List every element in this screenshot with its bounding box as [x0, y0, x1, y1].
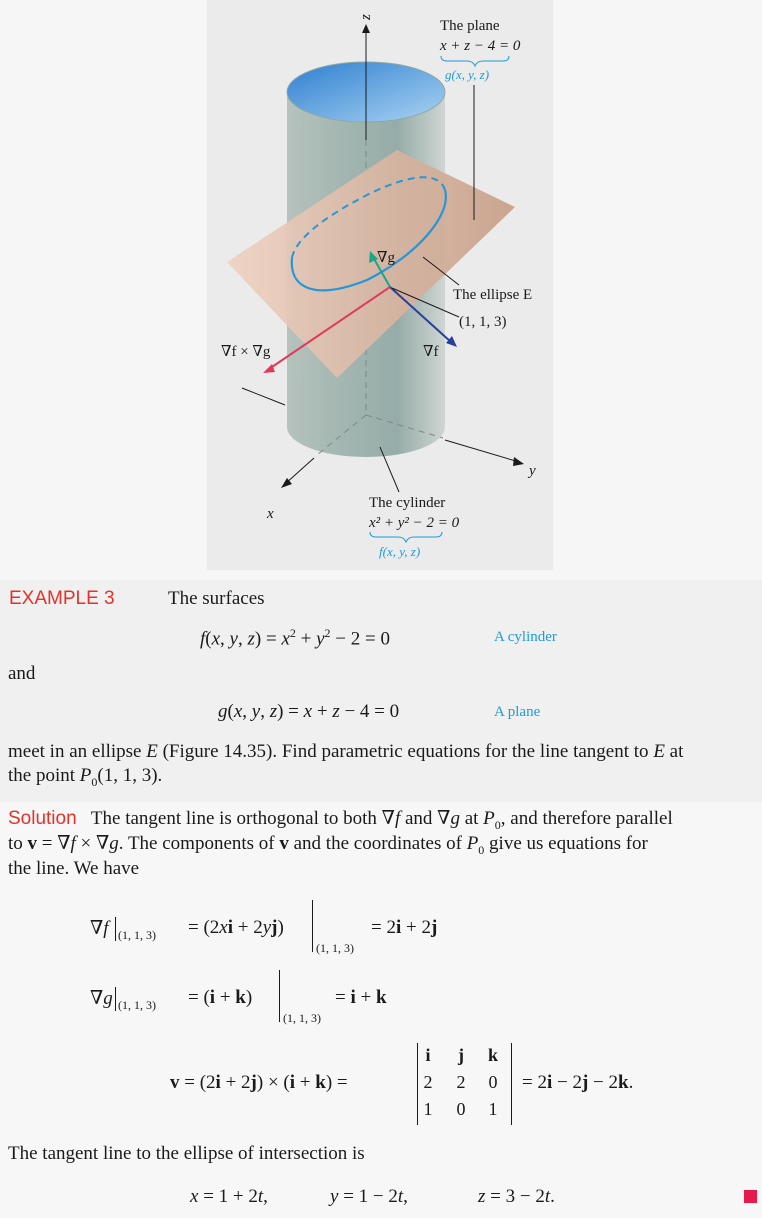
example-line-1: meet in an ellipse E (Figure 14.35). Find parametric equations for the line tangent to E at [8, 741, 684, 762]
ellipse-label: The ellipse E [453, 287, 533, 303]
grad-g-eval-bar-2 [279, 970, 280, 1022]
determinant-cell-0-0: i [425, 1045, 431, 1065]
grad-g-at: (1, 1, 3) [118, 998, 156, 1012]
z-axis-label: z [358, 14, 374, 20]
x-axis [285, 458, 314, 484]
grad-g-eval: (1, 1, 3) [283, 1011, 321, 1025]
grad-f-eval-bar-2 [312, 900, 313, 952]
solution-line-3: the line. We have [8, 858, 140, 879]
determinant-cell-2-1: 0 [456, 1099, 466, 1119]
grad-f-eval-bar-1 [115, 917, 116, 941]
plane-note: A plane [494, 704, 541, 720]
determinant-cell-0-1: j [458, 1045, 464, 1065]
plane-brace [441, 56, 509, 66]
grad-f-mid: = (2xi + 2yj) [188, 917, 284, 938]
determinant-cell-2-2: 1 [488, 1099, 498, 1119]
grad-g-label: ∇g [377, 250, 395, 266]
example-intro: The surfaces [168, 588, 265, 609]
solution-line-1: Solution The tangent line is orthogonal to both ∇f and ∇g at $P_0$, and therefore parallel [8, 808, 673, 832]
equation-cylinder: f(x, y, $z) = x^2 + y^2 - 2 = 0$ [200, 626, 390, 650]
cylinder-equation: x² + y² − 2 = 0 [369, 515, 460, 531]
plane-function: g(x, y, z) [445, 67, 490, 82]
param-y: y = 1 − 2t, [330, 1186, 408, 1207]
cross-product-lhs: v = (2i + 2j) × (i + k) = [170, 1072, 348, 1093]
example-label: EXAMPLE 3 [9, 588, 115, 609]
point-label: (1, 1, 3) [459, 314, 507, 330]
x-axis-label: x [267, 506, 274, 522]
determinant-cell-2-0: 1 [423, 1099, 433, 1119]
grad-g-result: = i + k [335, 987, 387, 1008]
example-line-2: the point $P_0(1$, 1, 3). [8, 765, 163, 789]
grad-f-at: (1, 1, 3) [118, 928, 156, 942]
solution-line-2: to v = ∇f × ∇g. The components of v and the coordinates of $P_0$ give us equations for [8, 833, 648, 857]
cylinder-title: The cylinder [369, 495, 446, 511]
solution-label: Solution [8, 808, 77, 829]
equation-plane: g(x, y, z) = x + z − 4 = 0 [218, 701, 400, 722]
determinant-right-bar [511, 1043, 512, 1125]
determinant-cell-1-1: 2 [456, 1072, 466, 1092]
end-of-example-marker [744, 1190, 757, 1203]
cylinder-function: f(x, y, z) [379, 544, 421, 559]
grad-g-eval-bar-1 [115, 987, 116, 1011]
cross-product-label: ∇f × ∇g [221, 344, 271, 360]
grad-f-equation-lhs: ∇f [90, 918, 109, 939]
param-x: x = 1 + 2t, [190, 1186, 268, 1207]
z-axis-arrowhead [362, 24, 370, 33]
determinant-cell-1-0: 2 [423, 1072, 433, 1092]
plane-title: The plane [440, 18, 500, 34]
tangent-line-intro: The tangent line to the ellipse of intersection is [8, 1143, 365, 1164]
grad-g-equation-lhs: ∇g [90, 988, 113, 1009]
tangent-leader [242, 388, 285, 405]
figure-panel [207, 0, 553, 570]
determinant-cell-1-2: 0 [488, 1072, 498, 1092]
y-axis-label: y [529, 463, 536, 479]
cross-product-result: = 2i − 2j − 2k. [522, 1072, 634, 1093]
grad-f-eval: (1, 1, 3) [316, 941, 354, 955]
plane-equation: x + z − 4 = 0 [440, 38, 521, 54]
grad-g-mid: = (i + k) [188, 987, 253, 1008]
param-z: z = 3 − 2t. [478, 1186, 555, 1207]
grad-f-result: = 2i + 2j [371, 917, 438, 938]
figure-14-35 [207, 0, 553, 570]
and-word: and [8, 663, 36, 684]
cylinder-note: A cylinder [494, 629, 557, 645]
determinant-cell-0-2: k [487, 1045, 498, 1065]
cylinder-brace [370, 532, 442, 542]
grad-f-label: ∇f [423, 344, 439, 360]
y-axis-arrowhead [513, 457, 524, 466]
y-axis [445, 440, 519, 462]
